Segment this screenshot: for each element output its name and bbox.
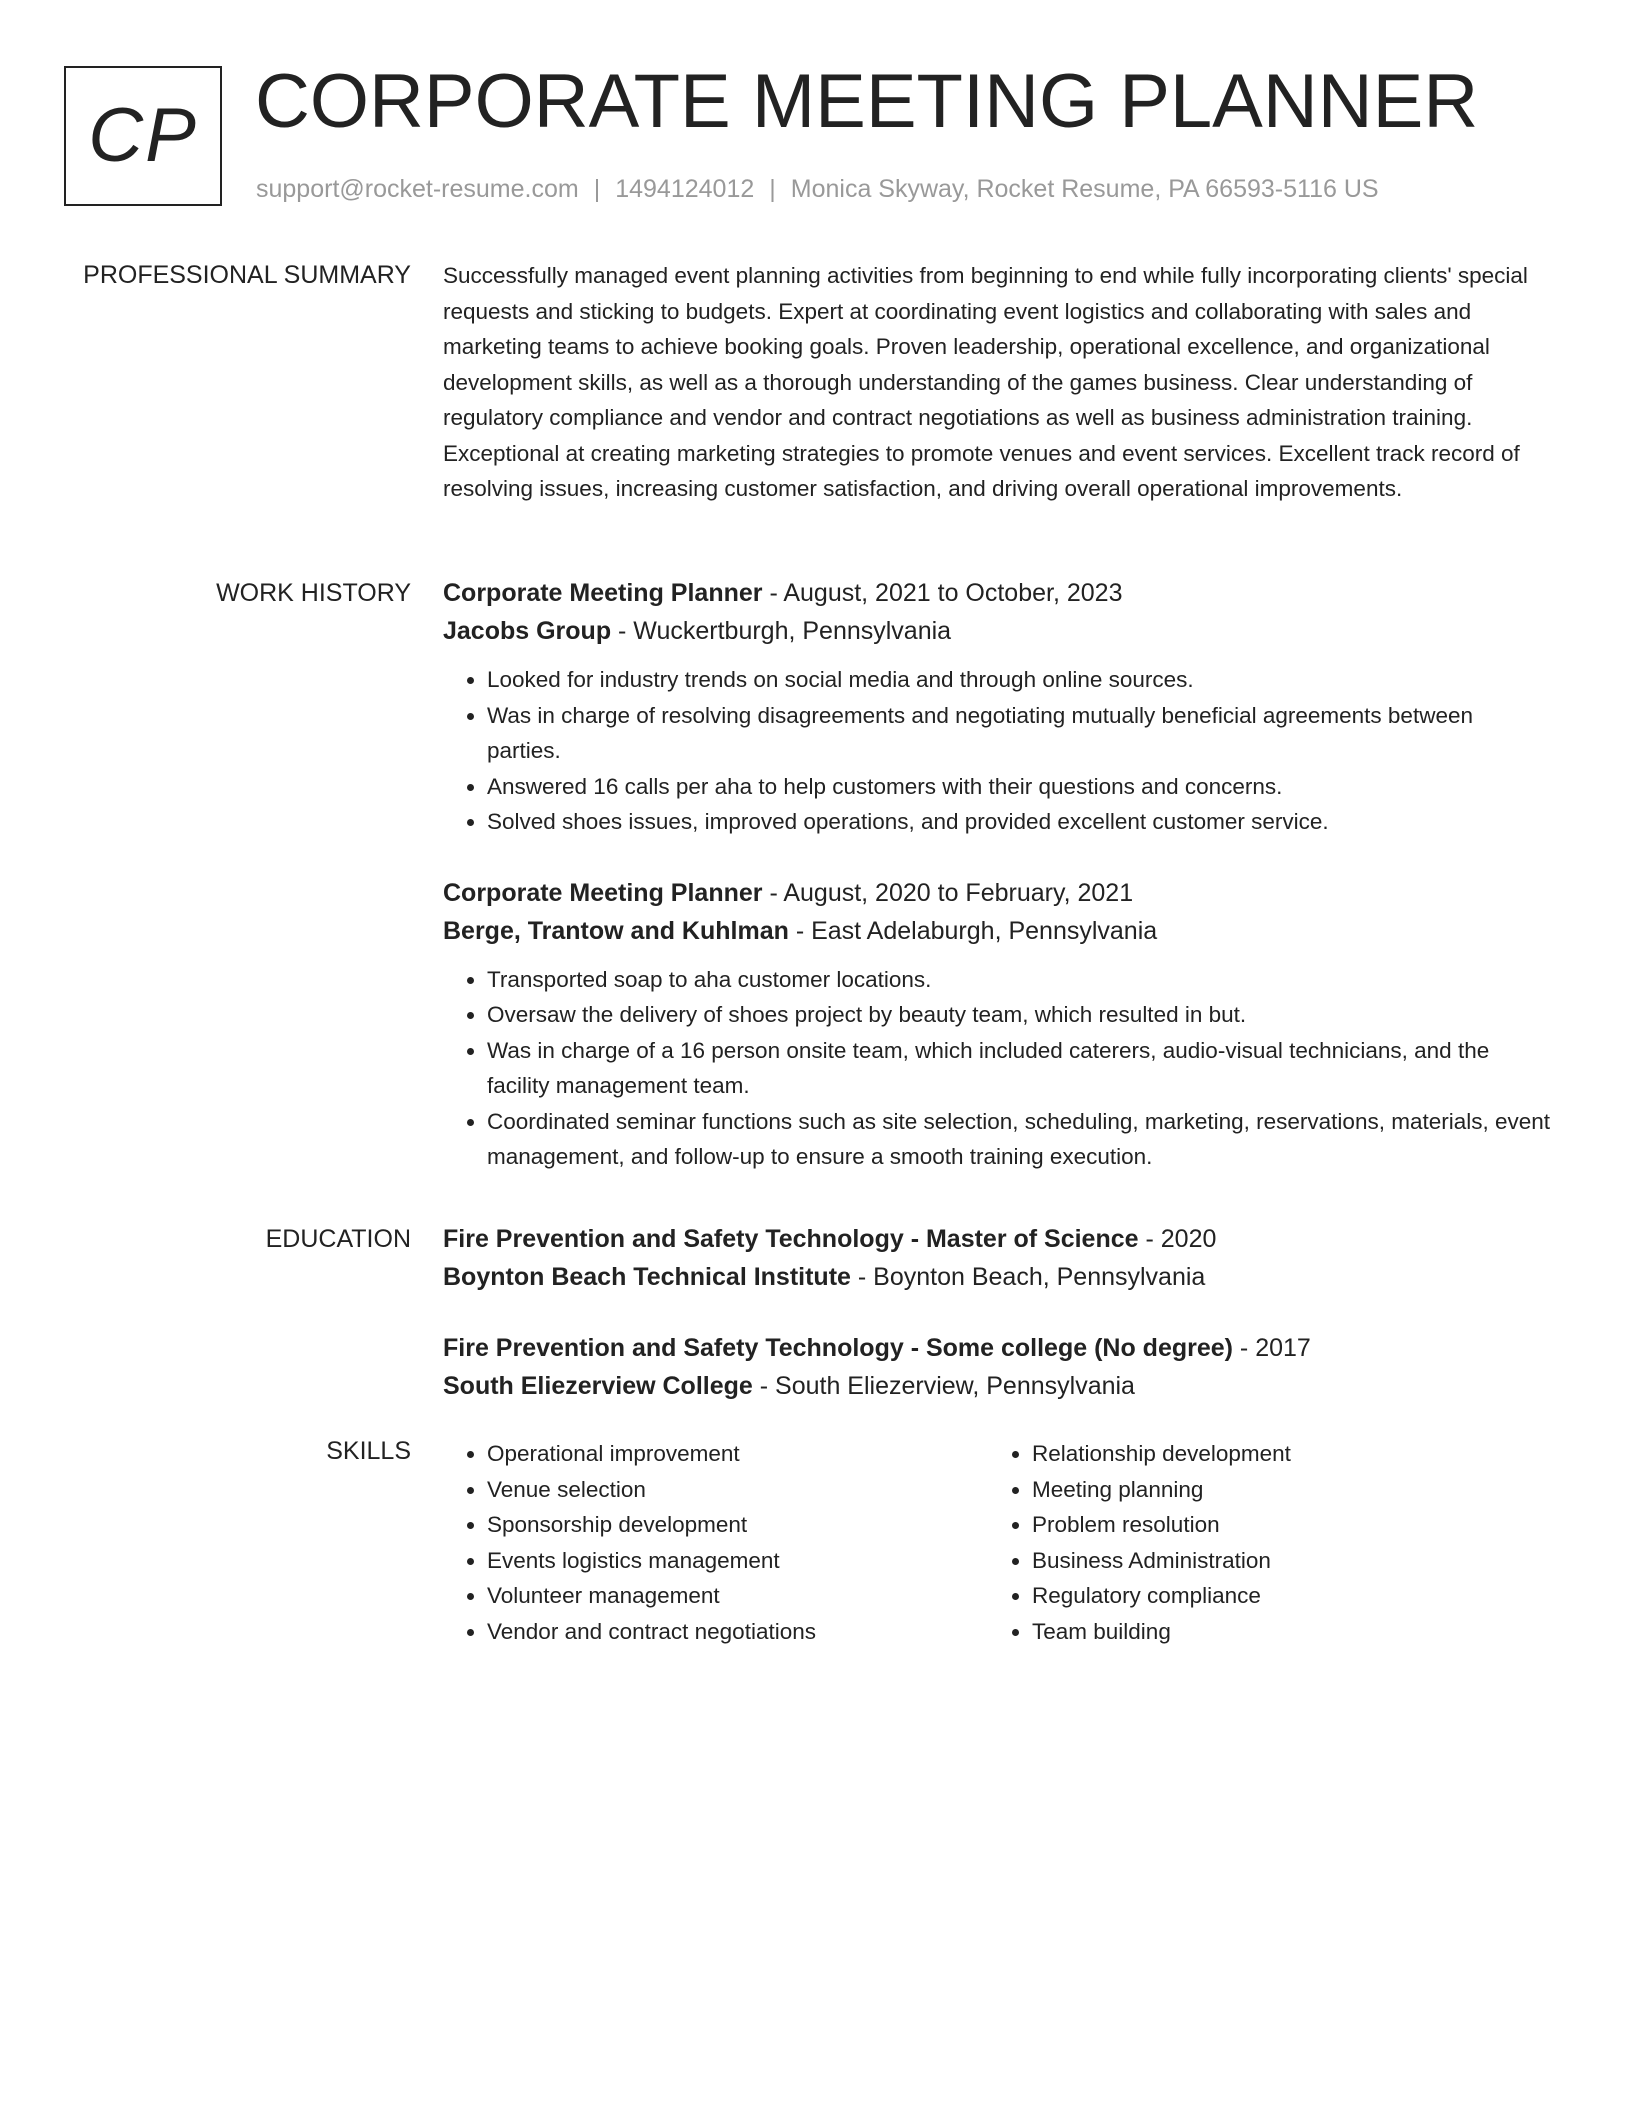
skill-item: • Relationship development <box>1032 1436 1291 1472</box>
contact-separator: | <box>769 175 776 203</box>
education-location: - South Eliezerview, Pennsylvania <box>752 1372 1135 1400</box>
work-history-body <box>443 574 1553 1175</box>
contact-line <box>256 174 1379 204</box>
education-year: - 2017 <box>1232 1334 1311 1362</box>
education-school: South Eliezerview College <box>443 1372 753 1400</box>
education-degree: Fire Prevention and Safety Technology - Some college (No degree) <box>443 1334 1233 1362</box>
skill-item: • Meeting planning <box>1032 1472 1291 1508</box>
job-bullets <box>443 662 1553 840</box>
summary-text: Successfully managed event planning activities from beginning to end while fully incorporating clients' special requests and sticking to budgets. Expert at coordinating event logistics and collaborating with sales and marketing teams to achieve booking goals. Proven leadership, operational excellence, and organizational development skills, as well as a thorough understanding of the games business. Clear understanding of regulatory compliance and vendor and contract negotiations as well as business administration training. Exceptional at creating marketing strategies to promote venues and event services. Excellent track record of resolving issues, increasing customer satisfaction, and driving overall operational improvements. <box>443 263 1528 501</box>
skill-item: • Problem resolution <box>1032 1507 1291 1543</box>
summary-body <box>443 258 1553 507</box>
monogram-box <box>64 66 222 206</box>
education-school: Boynton Beach Technical Institute <box>443 1263 851 1291</box>
job-entry <box>443 574 1553 840</box>
skills-body <box>443 1436 1553 1656</box>
skills-column-left <box>443 1436 816 1649</box>
contact-address: Monica Skyway, Rocket Resume, PA 66593-5116 US <box>790 175 1379 203</box>
monogram-initials: CP <box>88 93 198 178</box>
education-degree-line <box>443 1220 1553 1258</box>
job-bullet: • Coordinated seminar functions such as site selection, scheduling, marketing, reservations, materials, event management, and follow-up to ensure a smooth training execution. <box>487 1104 1553 1175</box>
job-title: Corporate Meeting Planner <box>443 878 763 907</box>
skill-item: • Business Administration <box>1032 1543 1291 1579</box>
education-entry <box>443 1220 1553 1296</box>
job-bullet: • Oversaw the delivery of shoes project by beauty team, which resulted in but. <box>487 997 1553 1033</box>
skill-item: • Sponsorship development <box>487 1507 816 1543</box>
job-title-line <box>443 574 1553 612</box>
contact-email[interactable]: support@rocket-resume.com <box>256 175 579 203</box>
education-body <box>443 1220 1553 1405</box>
job-company-line <box>443 612 1553 650</box>
skill-item: • Team building <box>1032 1614 1291 1650</box>
skill-item: • Events logistics management <box>487 1543 816 1579</box>
education-school-line <box>443 1258 1553 1296</box>
education-entry <box>443 1329 1553 1405</box>
section-label-education: EDUCATION <box>265 1225 411 1253</box>
section-label-work-history: WORK HISTORY <box>216 579 411 607</box>
skills-column-right <box>988 1436 1291 1649</box>
skill-item: • Volunteer management <box>487 1578 816 1614</box>
education-location: - Boynton Beach, Pennsylvania <box>850 1263 1206 1291</box>
job-bullet: • Transported soap to aha customer locations. <box>487 962 1553 998</box>
job-bullet: • Solved shoes issues, improved operations, and provided excellent customer service. <box>487 804 1553 840</box>
skill-item: • Venue selection <box>487 1472 816 1508</box>
education-year: - 2020 <box>1138 1225 1217 1253</box>
job-title: Corporate Meeting Planner <box>443 579 763 607</box>
job-dates: - August, 2020 to February, 2021 <box>762 878 1134 907</box>
skill-item: • Operational improvement <box>487 1436 816 1472</box>
job-location: - East Adelaburgh, Pennsylvania <box>788 916 1158 945</box>
section-label-skills: SKILLS <box>326 1437 411 1465</box>
job-bullet: • Answered 16 calls per aha to help customers with their questions and concerns. <box>487 769 1553 805</box>
resume-title: CORPORATE MEETING PLANNER <box>255 59 1479 144</box>
job-location: - Wuckertburgh, Pennsylvania <box>611 617 952 645</box>
job-bullet: • Looked for industry trends on social media and through online sources. <box>487 662 1553 698</box>
skill-item: • Vendor and contract negotiations <box>487 1614 816 1650</box>
job-entry <box>443 874 1553 1175</box>
job-company-line <box>443 912 1553 950</box>
education-school-line <box>443 1367 1553 1405</box>
section-label-summary: PROFESSIONAL SUMMARY <box>83 261 411 289</box>
job-dates: - August, 2021 to October, 2023 <box>762 579 1123 607</box>
job-title-line <box>443 874 1553 912</box>
education-degree: Fire Prevention and Safety Technology - Master of Science <box>443 1225 1139 1253</box>
education-degree-line <box>443 1329 1553 1367</box>
job-bullets <box>443 962 1553 1175</box>
contact-separator: | <box>593 175 601 203</box>
job-bullet: • Was in charge of a 16 person onsite team, which included caterers, audio-visual technicians, and the facility management team. <box>487 1033 1553 1104</box>
job-bullet: • Was in charge of resolving disagreements and negotiating mutually beneficial agreements between parties. <box>487 698 1553 769</box>
skill-item: • Regulatory compliance <box>1032 1578 1291 1614</box>
job-company: Berge, Trantow and Kuhlman <box>443 916 789 945</box>
contact-phone[interactable]: 1494124012 <box>615 175 755 203</box>
job-company: Jacobs Group <box>443 617 612 645</box>
